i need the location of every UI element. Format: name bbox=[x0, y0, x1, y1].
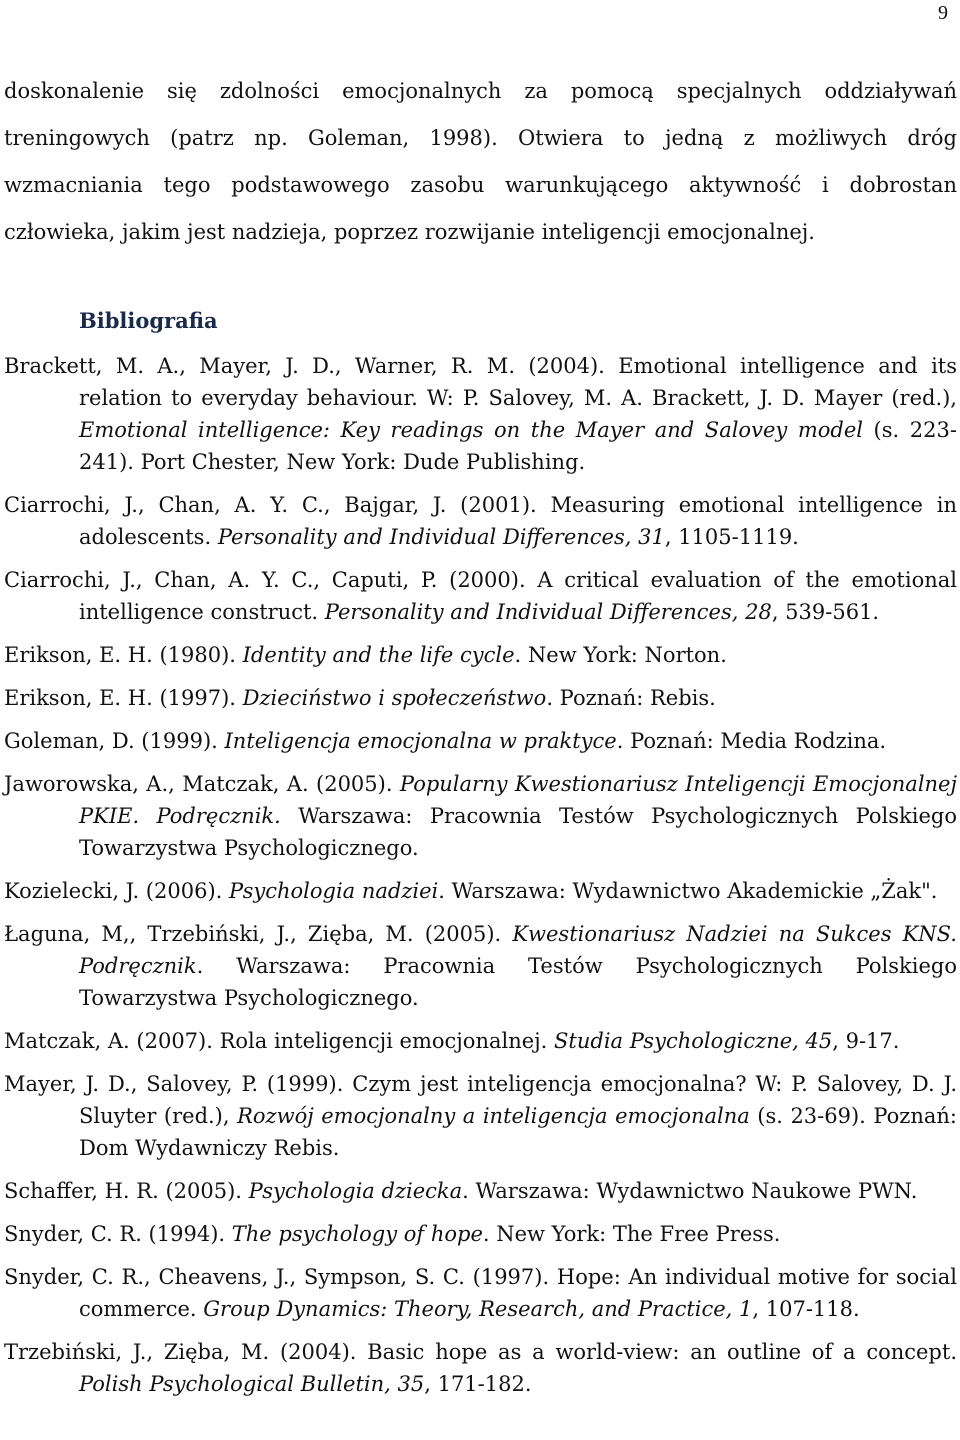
reference-text: Snyder, C. R., Cheavens, J., Sympson, S. C. (1997). Hope: An individual motive for social commerce. bbox=[4, 1265, 957, 1321]
reference-title: Psychologia nadziei bbox=[229, 879, 439, 903]
reference-text: . Warszawa: Pracownia Testów Psychologicznych Polskiego Towarzystwa Psychologicznego. bbox=[79, 804, 958, 860]
reference-entry bbox=[4, 1025, 957, 1057]
reference-entry bbox=[4, 639, 957, 671]
reference-title: Personality and Individual Differences, 31 bbox=[217, 525, 665, 549]
reference-entry bbox=[4, 1068, 957, 1164]
reference-entry bbox=[4, 768, 957, 864]
reference-title: Polish Psychological Bulletin, 35 bbox=[79, 1372, 425, 1396]
reference-text: . New York: Norton. bbox=[514, 643, 727, 667]
reference-entry bbox=[4, 682, 957, 714]
reference-entry bbox=[4, 1218, 957, 1250]
reference-text: (s. 223-241). Port Chester, New York: Dude Publishing. bbox=[79, 418, 957, 474]
reference-title: Kwestionariusz Nadziei na Sukces KNS. Podręcznik bbox=[79, 922, 957, 978]
reference-entry bbox=[4, 1336, 957, 1400]
bibliography-list bbox=[4, 350, 957, 1411]
reference-entry bbox=[4, 1261, 957, 1325]
reference-text: Jaworowska, A., Matczak, A. (2005). bbox=[4, 772, 400, 796]
reference-title: Psychologia dziecka bbox=[248, 1179, 463, 1203]
reference-entry bbox=[4, 725, 957, 757]
reference-text: . Warszawa: Pracownia Testów Psychologicznych Polskiego Towarzystwa Psychologicznego. bbox=[79, 954, 957, 1010]
reference-text: . Poznań: Media Rodzina. bbox=[616, 729, 887, 753]
reference-entry bbox=[4, 1175, 957, 1207]
reference-title: Group Dynamics: Theory, Research, and Practice, 1 bbox=[203, 1297, 753, 1321]
reference-text: Ciarrochi, J., Chan, A. Y. C., Caputi, P. (2000). A critical evaluation of the emotional intelligence construct. bbox=[4, 568, 957, 624]
reference-title: The psychology of hope bbox=[231, 1222, 483, 1246]
reference-text: Trzebiński, J., Zięba, M. (2004). Basic hope as a world-view: an outline of a concept. bbox=[4, 1340, 957, 1364]
reference-title: Dzieciństwo i społeczeństwo bbox=[242, 686, 547, 710]
reference-title: Popularny Kwestionariusz Inteligencji Emocjonalnej PKIE. Podręcznik bbox=[79, 772, 957, 828]
reference-title: Studia Psychologiczne, 45 bbox=[554, 1029, 833, 1053]
page-number: 9 bbox=[938, 2, 948, 24]
reference-text: Kozielecki, J. (2006). bbox=[4, 879, 229, 903]
reference-text: Goleman, D. (1999). bbox=[4, 729, 225, 753]
reference-entry bbox=[4, 350, 957, 478]
bibliography-heading: Bibliografia bbox=[79, 308, 218, 333]
reference-text: . Poznań: Rebis. bbox=[546, 686, 716, 710]
reference-text: Ciarrochi, J., Chan, A. Y. C., Bajgar, J. (2001). Measuring emotional intelligence in adolescents. bbox=[4, 493, 957, 549]
reference-text: Erikson, E. H. (1997). bbox=[4, 686, 243, 710]
reference-text: , 107-118. bbox=[752, 1297, 860, 1321]
reference-text: , 539-561. bbox=[771, 600, 880, 624]
reference-title: Personality and Individual Differences, 28 bbox=[324, 600, 772, 624]
reference-text: , 9-17. bbox=[832, 1029, 900, 1053]
reference-text: Łaguna, M,, Trzebiński, J., Zięba, M. (2005). bbox=[4, 922, 513, 946]
reference-entry bbox=[4, 489, 957, 553]
reference-text: Schaffer, H. R. (2005). bbox=[4, 1179, 249, 1203]
reference-title: Rozwój emocjonalny a inteligencja emocjonalna bbox=[237, 1104, 750, 1128]
intro-paragraph: doskonalenie się zdolności emocjonalnych za pomocą specjalnych oddziaływań treningowych (patrz np. Goleman, 1998). Otwiera to jedną z możliwych dróg wzmacniania tego podstawowego zasobu warunkującego aktywność i dobrostan człowieka, jakim jest nadzieja, poprzez rozwijanie inteligencji emocjonalnej. bbox=[4, 79, 957, 244]
reference-entry bbox=[4, 564, 957, 628]
reference-text: (s. 23-69). Poznań: Dom Wydawniczy Rebis. bbox=[79, 1104, 957, 1160]
reference-title: Identity and the life cycle bbox=[242, 643, 515, 667]
reference-text: Erikson, E. H. (1980). bbox=[4, 643, 243, 667]
reference-text: . Warszawa: Wydawnictwo Naukowe PWN. bbox=[462, 1179, 918, 1203]
reference-entry bbox=[4, 918, 957, 1014]
reference-text: Brackett, M. A., Mayer, J. D., Warner, R. M. (2004). Emotional intelligence and its relation to everyday behaviour. W: P. Salovey, M. A. Brackett, J. D. Mayer (red.), bbox=[4, 354, 957, 410]
reference-text: . New York: The Free Press. bbox=[482, 1222, 781, 1246]
reference-text: , 1105-1119. bbox=[664, 525, 799, 549]
reference-title: Inteligencja emocjonalna w praktyce bbox=[224, 729, 617, 753]
reference-entry bbox=[4, 875, 957, 907]
reference-text: Snyder, C. R. (1994). bbox=[4, 1222, 232, 1246]
reference-text: Mayer, J. D., Salovey, P. (1999). Czym jest inteligencja emocjonalna? W: P. Salovey, D. J. Sluyter (red.), bbox=[4, 1072, 957, 1128]
reference-title: Emotional intelligence: Key readings on the Mayer and Salovey model bbox=[79, 418, 863, 442]
reference-text: , 171-182. bbox=[424, 1372, 532, 1396]
reference-text: Matczak, A. (2007). Rola inteligencji emocjonalnej. bbox=[4, 1029, 555, 1053]
reference-text: . Warszawa: Wydawnictwo Akademickie „Żak". bbox=[438, 879, 938, 903]
